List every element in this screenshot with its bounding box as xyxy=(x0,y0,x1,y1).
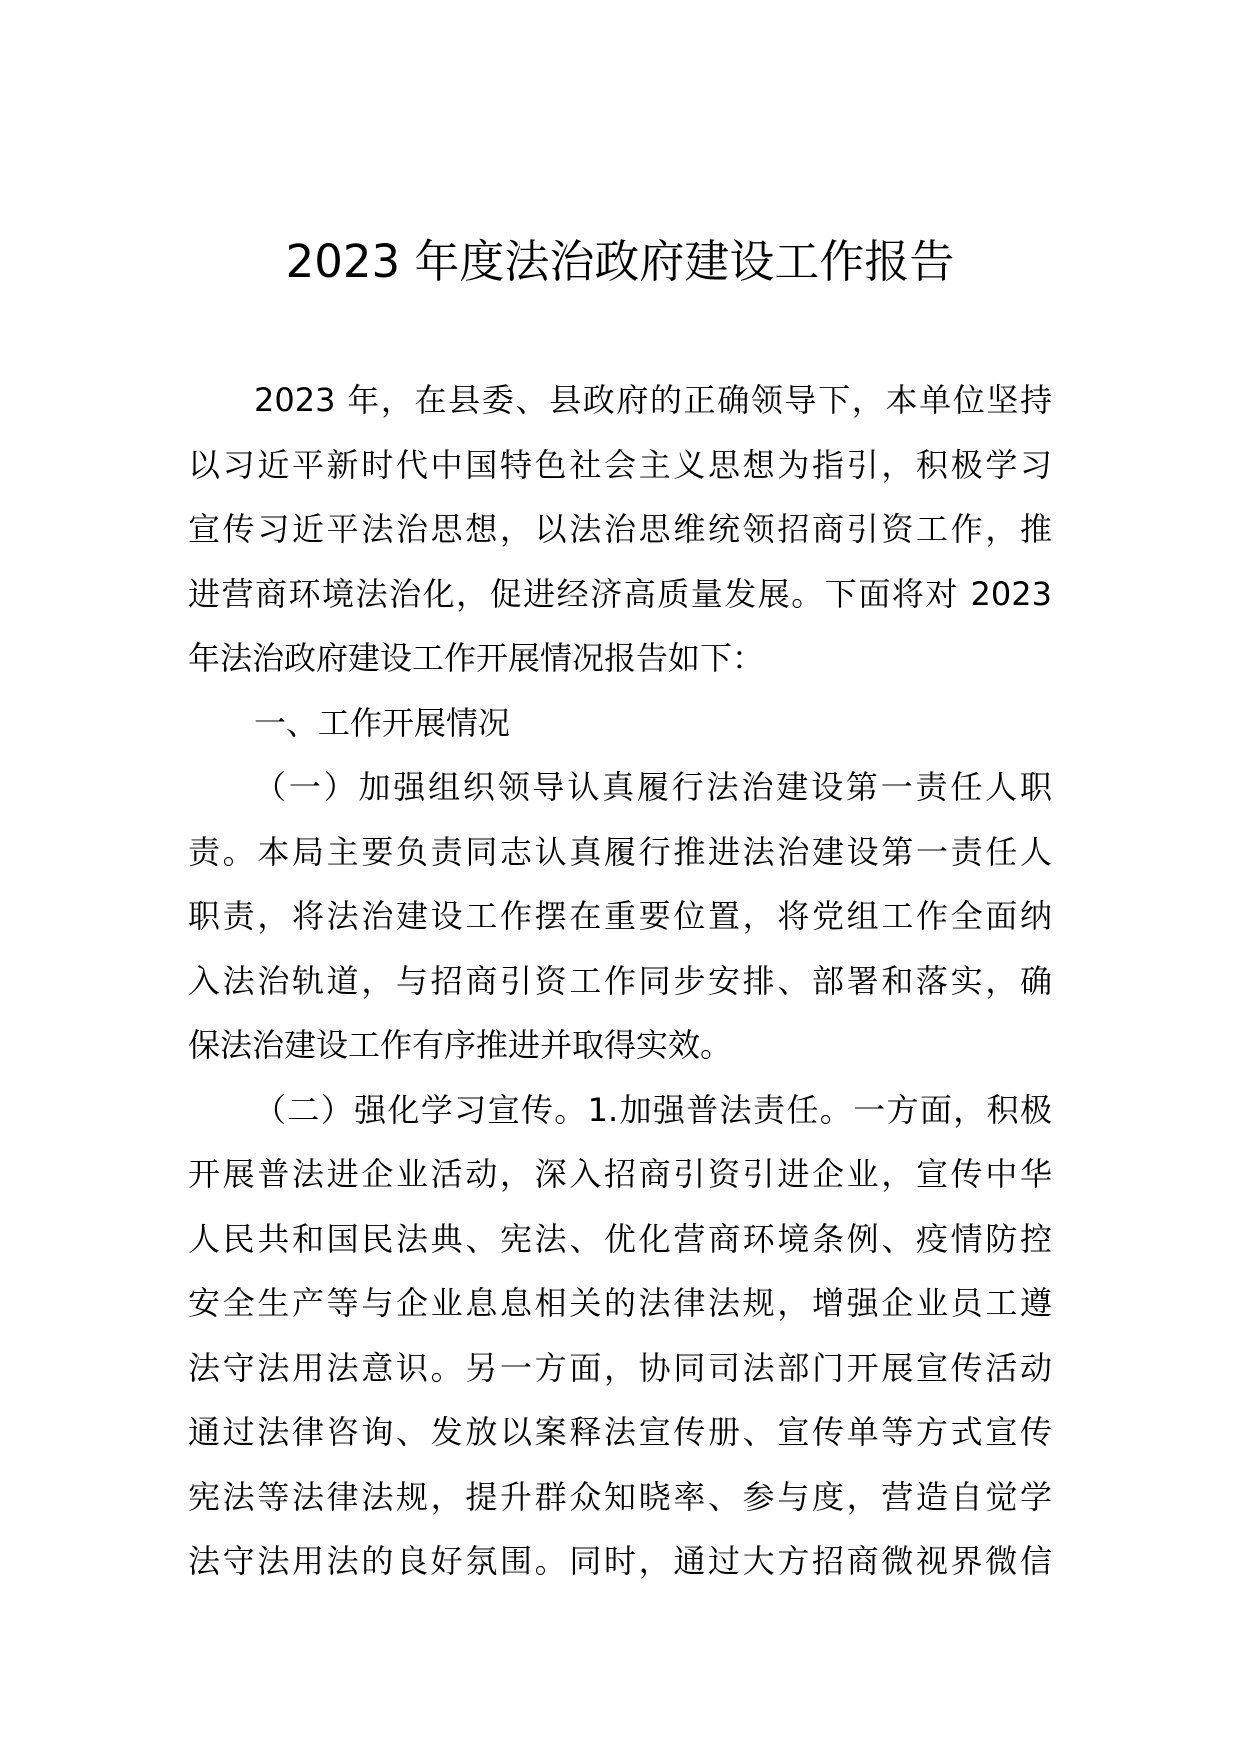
paragraph-line: 2023 年，在县委、县政府的正确领导下，本单位坚持 xyxy=(254,381,1052,419)
paragraph-line: 年法治政府建设工作开展情况报告如下： xyxy=(188,639,765,677)
paragraph-line: 法守法用法的良好氛围。同时，通过大方招商微视界微信 xyxy=(188,1542,1052,1580)
paragraph-line: 开展普法进企业活动，深入招商引资引进企业，宣传中华 xyxy=(188,1155,1052,1193)
paragraph-line: 通过法律咨询、发放以案释法宣传册、宣传单等方式宣传 xyxy=(188,1413,1052,1451)
document-body xyxy=(188,368,1052,1594)
paragraph-line: 宣传习近平法治思想，以法治思维统领招商引资工作，推 xyxy=(188,510,1052,548)
paragraph-line: （一）加强组织领导认真履行法治建设第一责任人职 xyxy=(254,768,1052,806)
paragraph-line: 责。本局主要负责同志认真履行推进法治建设第一责任人 xyxy=(188,832,1052,871)
paragraph-line: 人民共和国民法典、宪法、优化营商环境条例、疫情防控 xyxy=(188,1219,1052,1258)
paragraph-line: 安全生产等与企业息息相关的法律法规，增强企业员工遵 xyxy=(188,1284,1052,1322)
paragraph-line: 职责，将法治建设工作摆在重要位置，将党组工作全面纳 xyxy=(188,897,1052,935)
section-heading: 一、工作开展情况 xyxy=(254,703,511,742)
paragraph-line: （二）强化学习宣传。1.加强普法责任。一方面，积极 xyxy=(254,1090,1052,1129)
paragraph-line: 保法治建设工作有序推进并取得实效。 xyxy=(188,1026,733,1064)
document-title: 2023 年度法治政府建设工作报告 xyxy=(285,235,955,288)
paragraph-line: 宪法等法律法规，提升群众知晓率、参与度，营造自觉学 xyxy=(188,1477,1052,1516)
paragraph-line: 进营商环境法治化，促进经济高质量发展。下面将对 2023 xyxy=(188,574,1052,613)
paragraph-line: 入法治轨道，与招商引资工作同步安排、部署和落实，确 xyxy=(188,961,1052,1000)
paragraph-line: 法守法用法意识。另一方面，协同司法部门开展宣传活动 xyxy=(188,1348,1052,1387)
paragraph-line: 以习近平新时代中国特色社会主义思想为指引，积极学习 xyxy=(188,445,1052,484)
